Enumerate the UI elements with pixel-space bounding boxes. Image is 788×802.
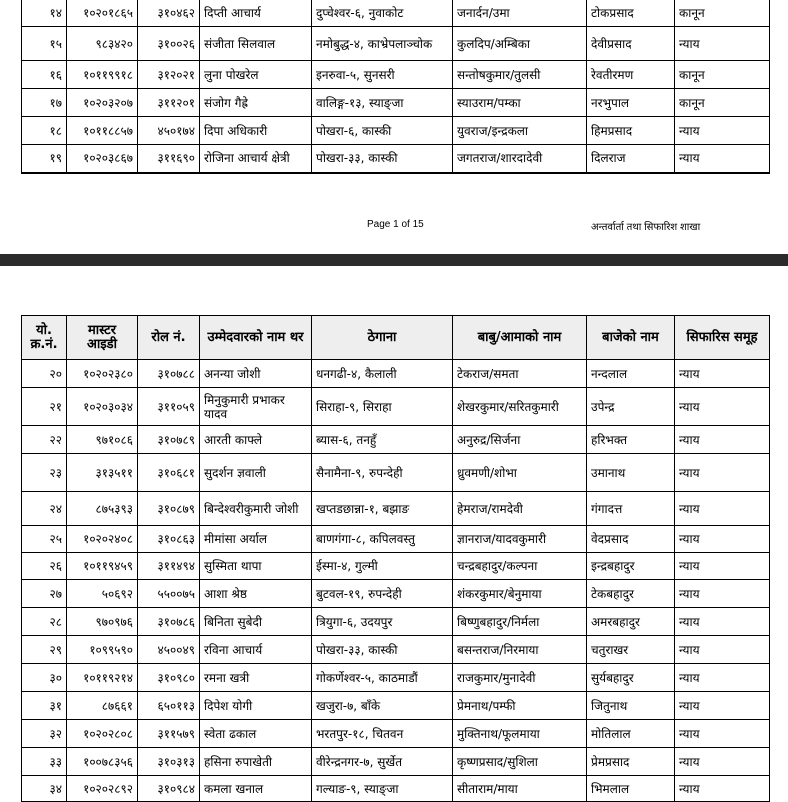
cell-address: वीरेन्द्रनगर-७, सुर्खेत: [312, 748, 453, 776]
cell-recommendation-group: न्याय: [675, 553, 770, 580]
cell-grandfather-name: वेदप्रसाद: [587, 526, 675, 553]
cell-roll-number: ४५००४९: [138, 636, 200, 664]
table-row: [22, 454, 770, 492]
cell-master-id: १०११९९१८: [67, 61, 138, 89]
cell-roll-number: ३१०४६२: [138, 0, 200, 27]
cell-master-id: १०९९५९०: [67, 636, 138, 664]
cell-roll-number: ३१०७८९: [138, 426, 200, 454]
cell-recommendation-group: न्याय: [675, 664, 770, 692]
cell-address: नमोबुद्ध-४, काभ्रेपलाञ्चोक: [312, 27, 453, 61]
cell-roll-number: ३१००२६: [138, 27, 200, 61]
cell-grandfather-name: चतुराखर: [587, 636, 675, 664]
header-master-id: मास्टर आइडी: [67, 316, 138, 360]
cell-master-id: १०२०२४०८: [67, 526, 138, 553]
cell-parents-name: हेमराज/रामदेवी: [453, 492, 587, 526]
cell-roll-number: ३१०८६३: [138, 526, 200, 553]
table-row: [22, 61, 770, 89]
cell-parents-name: मुक्तिनाथ/फूलमाया: [453, 720, 587, 748]
cell-serial-number: २९: [22, 636, 67, 664]
cell-roll-number: ३११२०१: [138, 89, 200, 117]
cell-parents-name: शेखरकुमार/सरितकुमारी: [453, 388, 587, 426]
cell-address: सैनामैना-९, रुपन्देही: [312, 454, 453, 492]
cell-recommendation-group: न्याय: [675, 492, 770, 526]
cell-master-id: ९८३४२०: [67, 27, 138, 61]
cell-roll-number: ३११४९४: [138, 553, 200, 580]
cell-candidate-name: आरती काफ्ले: [200, 426, 312, 454]
cell-parents-name: बसन्तराज/निरमाया: [453, 636, 587, 664]
cell-grandfather-name: सुर्यबहादुर: [587, 664, 675, 692]
cell-parents-name: स्याउराम/पम्का: [453, 89, 587, 117]
cell-address: पोखरा-३३, कास्की: [312, 636, 453, 664]
cell-serial-number: १८: [22, 117, 67, 145]
header-candidate-name: उम्मेदवारको नाम थर: [200, 316, 312, 360]
cell-address: गल्याङ-९, स्याङ्जा: [312, 776, 453, 802]
cell-roll-number: ५५००७५: [138, 580, 200, 608]
cell-recommendation-group: न्याय: [675, 360, 770, 388]
cell-serial-number: ३१: [22, 692, 67, 720]
cell-master-id: १०२०२३८०: [67, 360, 138, 388]
cell-parents-name: बिष्णुबहादुर/निर्मला: [453, 608, 587, 636]
cell-recommendation-group: न्याय: [675, 692, 770, 720]
cell-recommendation-group: न्याय: [675, 454, 770, 492]
cell-grandfather-name: भिमलाल: [587, 776, 675, 802]
cell-parents-name: सीताराम/माया: [453, 776, 587, 802]
table-row: [22, 360, 770, 388]
cell-serial-number: १९: [22, 145, 67, 173]
cell-address: दुप्चेश्वर-६, नुवाकोट: [312, 0, 453, 27]
cell-address: ईस्मा-४, गुल्मी: [312, 553, 453, 580]
cell-master-id: १०२०१८६५: [67, 0, 138, 27]
cell-candidate-name: दिपेश योगी: [200, 692, 312, 720]
cell-master-id: ५०६९२: [67, 580, 138, 608]
cell-roll-number: ३१०९८४: [138, 776, 200, 802]
cell-grandfather-name: टोकप्रसाद: [587, 0, 675, 27]
cell-master-id: १०२०३०३४: [67, 388, 138, 426]
cell-master-id: ८७५३९३: [67, 492, 138, 526]
header-grandfather-name: बाजेको नाम: [587, 316, 675, 360]
cell-address: बाणगंगा-८, कपिलवस्तु: [312, 526, 453, 553]
header-roll-number: रोल नं.: [138, 316, 200, 360]
cell-candidate-name: मिनुकुमारी प्रभाकर यादव: [200, 388, 312, 426]
cell-recommendation-group: न्याय: [675, 426, 770, 454]
cell-parents-name: ज्ञानराज/यादवकुमारी: [453, 526, 587, 553]
cell-recommendation-group: न्याय: [675, 776, 770, 802]
cell-serial-number: १४: [22, 0, 67, 27]
cell-roll-number: ३१०७८६: [138, 608, 200, 636]
cell-grandfather-name: हिमप्रसाद: [587, 117, 675, 145]
header-serial-number: यो. क्र.नं.: [22, 316, 67, 360]
cell-parents-name: प्रेमनाथ/पम्फी: [453, 692, 587, 720]
cell-candidate-name: लुना पोखरेल: [200, 61, 312, 89]
cell-roll-number: ३११०५९: [138, 388, 200, 426]
table-row: [22, 553, 770, 580]
cell-serial-number: ३३: [22, 748, 67, 776]
cell-grandfather-name: इन्द्रबहादुर: [587, 553, 675, 580]
cell-parents-name: शंकरकुमार/बेनुमाया: [453, 580, 587, 608]
cell-candidate-name: मीमांसा अर्याल: [200, 526, 312, 553]
cell-roll-number: ३१२०२१: [138, 61, 200, 89]
cell-master-id: १००७८३५६: [67, 748, 138, 776]
section-name-label: अन्तर्वार्ता तथा सिफारिश शाखा: [591, 222, 701, 233]
cell-recommendation-group: न्याय: [675, 636, 770, 664]
cell-address: बुटवल-१९, रुपन्देही: [312, 580, 453, 608]
cell-grandfather-name: हरिभक्त: [587, 426, 675, 454]
cell-grandfather-name: टेकबहादुर: [587, 580, 675, 608]
cell-recommendation-group: न्याय: [675, 117, 770, 145]
cell-candidate-name: रमना खत्री: [200, 664, 312, 692]
header-address: ठेगाना: [312, 316, 453, 360]
cell-grandfather-name: रेवतीरमण: [587, 61, 675, 89]
cell-serial-number: २५: [22, 526, 67, 553]
cell-serial-number: १६: [22, 61, 67, 89]
cell-grandfather-name: जितुनाथ: [587, 692, 675, 720]
cell-recommendation-group: न्याय: [675, 748, 770, 776]
cell-recommendation-group: न्याय: [675, 608, 770, 636]
cell-address: धनगढी-४, कैलाली: [312, 360, 453, 388]
cell-master-id: १०२०३८६७: [67, 145, 138, 173]
cell-grandfather-name: नरभुपाल: [587, 89, 675, 117]
table-row: [22, 0, 770, 27]
cell-serial-number: ३२: [22, 720, 67, 748]
table-row: [22, 426, 770, 454]
cell-master-id: १०२०२८०८: [67, 720, 138, 748]
cell-roll-number: ३१०९८०: [138, 664, 200, 692]
header-recommendation-group: सिफारिस समूह: [675, 316, 770, 360]
cell-parents-name: युवराज/इन्द्रकला: [453, 117, 587, 145]
table-body-top: [22, 0, 770, 173]
cell-candidate-name: सुस्मिता थापा: [200, 553, 312, 580]
cell-master-id: १०११८८५७: [67, 117, 138, 145]
table-body-bottom: [22, 360, 770, 802]
cell-candidate-name: आशा श्रेष्ठ: [200, 580, 312, 608]
cell-master-id: ९७०९७६: [67, 608, 138, 636]
cell-candidate-name: सुदर्शन ज्ञवाली: [200, 454, 312, 492]
cell-roll-number: ३१०८७९: [138, 492, 200, 526]
cell-serial-number: १७: [22, 89, 67, 117]
cell-address: खजुरा-७, बाँके: [312, 692, 453, 720]
table-row: [22, 388, 770, 426]
cell-master-id: १०२०२८९२: [67, 776, 138, 802]
cell-address: गोकर्णेश्वर-५, काठमाडौं: [312, 664, 453, 692]
cell-serial-number: २६: [22, 553, 67, 580]
cell-grandfather-name: नन्दलाल: [587, 360, 675, 388]
cell-candidate-name: अनन्या जोशी: [200, 360, 312, 388]
cell-address: पोखरा-६, कास्की: [312, 117, 453, 145]
cell-candidate-name: हसिना रुपाखेती: [200, 748, 312, 776]
table-row: [22, 580, 770, 608]
cell-serial-number: २७: [22, 580, 67, 608]
cell-parents-name: राजकुमार/मुनादेवी: [453, 664, 587, 692]
cell-serial-number: २४: [22, 492, 67, 526]
cell-master-id: ३१३५११: [67, 454, 138, 492]
cell-recommendation-group: न्याय: [675, 720, 770, 748]
cell-roll-number: ३११६९०: [138, 145, 200, 173]
cell-master-id: ९७१०८६: [67, 426, 138, 454]
cell-candidate-name: कमला खनाल: [200, 776, 312, 802]
cell-serial-number: १५: [22, 27, 67, 61]
cell-roll-number: ४५०१७४: [138, 117, 200, 145]
cell-parents-name: जगतराज/शारदादेवी: [453, 145, 587, 173]
cell-serial-number: २८: [22, 608, 67, 636]
cell-candidate-name: बिनिता सुबेदी: [200, 608, 312, 636]
cell-recommendation-group: न्याय: [675, 388, 770, 426]
cell-grandfather-name: अमरबहादुर: [587, 608, 675, 636]
cell-grandfather-name: मोतिलाल: [587, 720, 675, 748]
cell-master-id: १०२०३२०७: [67, 89, 138, 117]
recommendation-table: [21, 315, 770, 802]
cell-grandfather-name: दिलराज: [587, 145, 675, 173]
table-row: [22, 692, 770, 720]
cell-grandfather-name: देवीप्रसाद: [587, 27, 675, 61]
cell-recommendation-group: न्याय: [675, 526, 770, 553]
cell-address: ब्यास-६, तनहुँ: [312, 426, 453, 454]
table-row: [22, 27, 770, 61]
cell-parents-name: टेकराज/समता: [453, 360, 587, 388]
cell-candidate-name: बिन्देश्वरीकुमारी जोशी: [200, 492, 312, 526]
cell-address: इनरुवा-५, सुनसरी: [312, 61, 453, 89]
cell-roll-number: ६५०११३: [138, 692, 200, 720]
table-row: [22, 117, 770, 145]
cell-master-id: १०११९४५९: [67, 553, 138, 580]
table-row: [22, 89, 770, 117]
cell-candidate-name: रोजिना आचार्य क्षेत्री: [200, 145, 312, 173]
cell-parents-name: ध्रुवमणी/शोभा: [453, 454, 587, 492]
cell-candidate-name: दिपा अधिकारी: [200, 117, 312, 145]
cell-candidate-name: संजीता सिलवाल: [200, 27, 312, 61]
table-row: [22, 145, 770, 173]
table-row: [22, 492, 770, 526]
cell-candidate-name: स्वेता ढकाल: [200, 720, 312, 748]
cell-grandfather-name: उपेन्द्र: [587, 388, 675, 426]
table-header-row: [22, 316, 770, 360]
cell-master-id: ८७६६१: [67, 692, 138, 720]
cell-address: वालिङ्ग-१३, स्याङ्जा: [312, 89, 453, 117]
table-row: [22, 748, 770, 776]
cell-address: त्रियुगा-६, उदयपुर: [312, 608, 453, 636]
table-row: [22, 526, 770, 553]
cell-address: पोखरा-३३, कास्की: [312, 145, 453, 173]
cell-recommendation-group: न्याय: [675, 27, 770, 61]
cell-parents-name: चन्द्रबहादुर/कल्पना: [453, 553, 587, 580]
cell-roll-number: ३१०७८८: [138, 360, 200, 388]
table-row: [22, 776, 770, 802]
header-parents-name: बाबु/आमाको नाम: [453, 316, 587, 360]
page-separator: [0, 254, 788, 266]
cell-recommendation-group: कानून: [675, 0, 770, 27]
cell-address: खप्तडछान्ना-१, बझाङ: [312, 492, 453, 526]
cell-serial-number: २०: [22, 360, 67, 388]
cell-recommendation-group: न्याय: [675, 580, 770, 608]
recommendation-table-continued: [21, 0, 770, 174]
table-row: [22, 636, 770, 664]
table-row: [22, 664, 770, 692]
cell-parents-name: सन्तोषकुमार/तुलसी: [453, 61, 587, 89]
cell-candidate-name: रविना आचार्य: [200, 636, 312, 664]
cell-address: सिराहा-९, सिराहा: [312, 388, 453, 426]
cell-roll-number: ३१०६८१: [138, 454, 200, 492]
cell-address: भरतपुर-१८, चितवन: [312, 720, 453, 748]
cell-grandfather-name: प्रेमप्रसाद: [587, 748, 675, 776]
cell-serial-number: २३: [22, 454, 67, 492]
cell-serial-number: २२: [22, 426, 67, 454]
cell-grandfather-name: गंगादत्त: [587, 492, 675, 526]
cell-recommendation-group: कानून: [675, 61, 770, 89]
table-row: [22, 608, 770, 636]
cell-parents-name: जनार्दन/उमा: [453, 0, 587, 27]
cell-parents-name: अनुरुद्र/सिर्जना: [453, 426, 587, 454]
cell-candidate-name: संजोग गैह्रे: [200, 89, 312, 117]
cell-recommendation-group: कानून: [675, 89, 770, 117]
table-row: [22, 720, 770, 748]
cell-roll-number: ३११५७९: [138, 720, 200, 748]
cell-recommendation-group: न्याय: [675, 145, 770, 173]
cell-grandfather-name: उमानाथ: [587, 454, 675, 492]
cell-candidate-name: दिप्ती आचार्य: [200, 0, 312, 27]
cell-serial-number: ३४: [22, 776, 67, 802]
cell-parents-name: कृष्णप्रसाद/सुशिला: [453, 748, 587, 776]
cell-serial-number: ३०: [22, 664, 67, 692]
cell-parents-name: कुलदिप/अम्बिका: [453, 27, 587, 61]
cell-serial-number: २१: [22, 388, 67, 426]
cell-master-id: १०११९२१४: [67, 664, 138, 692]
page-number-label: Page 1 of 15: [367, 219, 424, 230]
cell-roll-number: ३१०३१३: [138, 748, 200, 776]
